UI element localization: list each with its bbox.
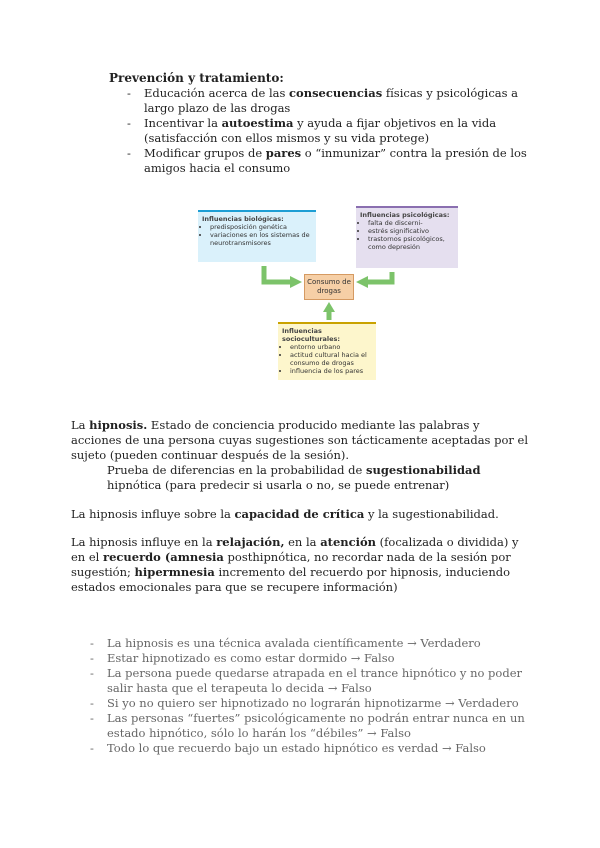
- list-item: - Si yo no quiero ser hipnotizado no lograrán hipnotizarme → Verdadero: [107, 696, 537, 711]
- drug-influences-diagram: [196, 206, 462, 378]
- prevention-heading: Prevención y tratamiento:: [109, 71, 284, 85]
- list-item: - Todo lo que recuerdo bajo un estado hipnótico es verdad → Falso: [107, 741, 537, 756]
- list-item: - Las personas “fuertes” psicológicamente no podrán entrar nunca en un estado hipnótico, sólo lo harán los “débiles” → Falso: [107, 711, 537, 741]
- list-item: - Educación acerca de las consecuencias físicas y psicológicas a largo plazo de las drogas: [144, 86, 534, 116]
- prevention-list: [144, 86, 534, 176]
- hypnosis-myths-list: [107, 636, 537, 756]
- list-item: - Estar hipnotizado es como estar dormido → Falso: [107, 651, 537, 666]
- arrow-head-psy: [356, 276, 368, 288]
- hypnosis-definition: La hipnosis. Estado de conciencia producido mediante las palabras y acciones de una persona cuyas sugestiones son tácticamente aceptadas por el sujeto (pueden continuar después de la sesión).: [71, 418, 529, 462]
- arrow-head-bio: [290, 276, 302, 288]
- suggestibility-test: Prueba de diferencias en la probabilidad de sugestionabilidad hipnótica (para predecir si usarla o no, se puede entrenar): [107, 463, 481, 492]
- list-item: - La hipnosis es una técnica avalada científicamente → Verdadero: [107, 636, 537, 651]
- arrow-bio-to-center: [264, 266, 292, 282]
- psychological-influences-box: Influencias psicológicas: • falta de discerni- • estrés significativo • trastornos psicológicos, como depresión: [356, 206, 458, 268]
- drug-use-box: Consumo de drogas: [304, 274, 354, 300]
- list-item: - Modificar grupos de pares o “inmunizar” contra la presión de los amigos hacia el consumo: [144, 146, 534, 176]
- hypnosis-effects-paragraph: La hipnosis influye en la relajación, en la atención (focalizada o dividida) y en el recuerdo (amnesia posthipnótica, no recordar nada de la sesión por sugestión; hipermnesia incremento del recuerdo por hipnosis, induciendo estados emocionales para que se recupere información): [71, 535, 519, 594]
- sociocultural-influences-box: Influencias socioculturales: • entorno urbano • actitud cultural hacia el consumo de drogas • influencia de los pares: [278, 322, 376, 380]
- list-item: - La persona puede quedarse atrapada en el trance hipnótico y no poder salir hasta que el terapeuta lo decida → Falso: [107, 666, 537, 696]
- critical-capacity-paragraph: La hipnosis influye sobre la capacidad de crítica y la sugestionabilidad.: [71, 507, 499, 521]
- list-item: - Incentivar la autoestima y ayuda a fijar objetivos en la vida (satisfacción con ellos mismos y su vida protege): [144, 116, 534, 146]
- arrow-head-soc: [323, 302, 335, 312]
- arrow-psy-to-center: [366, 272, 392, 282]
- biological-influences-box: Influencias biológicas: • predisposición genética • variaciones en los sistemas de neurotransmisores: [198, 210, 316, 262]
